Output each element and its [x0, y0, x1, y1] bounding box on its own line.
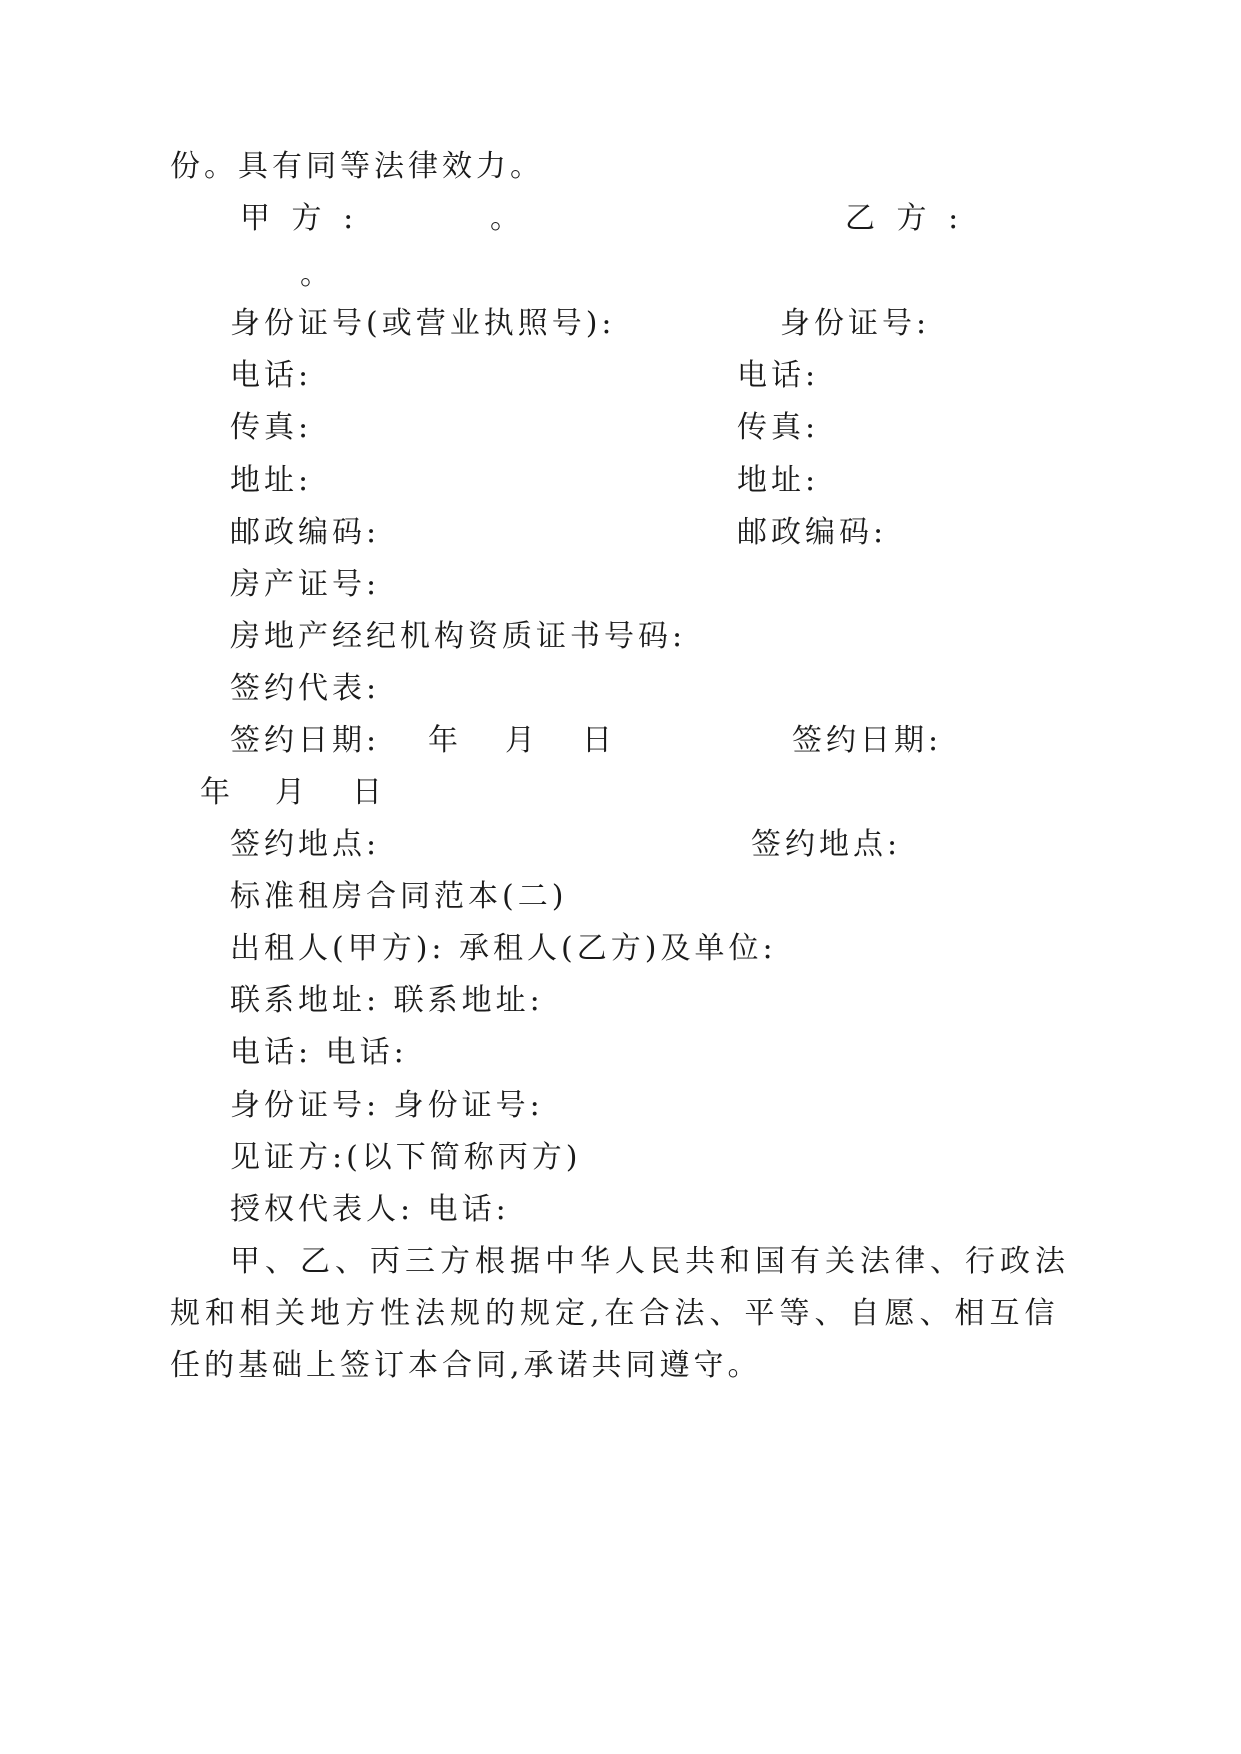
sign-date-label-a: 签约日期:: [230, 723, 381, 758]
authorized-rep-line: 授权代表人: 电话:: [230, 1192, 510, 1227]
paragraph-line-2: 规和相关地方性法规的规定,在合法、平等、自愿、相互信: [170, 1296, 1060, 1331]
sign-date-month-a: 月: [505, 723, 539, 758]
id-number-line: 身份证号: 身份证号:: [230, 1088, 544, 1123]
contract-template-title: 标准租房合同范本(二): [230, 879, 568, 914]
address-label-a: 地址:: [230, 463, 313, 498]
sign-date-year-b: 年: [200, 775, 234, 810]
id-number-label-a: 身份证号(或营业执照号):: [230, 306, 616, 341]
text-line-validity: 份。具有同等法律效力。: [170, 149, 544, 184]
paragraph-line-3: 任的基础上签订本合同,承诺共同遵守。: [170, 1348, 762, 1383]
witness-line: 见证方:(以下简称丙方): [230, 1140, 582, 1175]
party-a-period: 。: [490, 201, 524, 236]
property-cert-label: 房产证号:: [230, 567, 381, 602]
sign-place-label-b: 签约地点:: [751, 827, 902, 862]
lessor-lessee-line: 出租人(甲方): 承租人(乙方)及单位:: [230, 931, 777, 966]
agency-cert-label: 房地产经纪机构资质证书号码:: [230, 619, 687, 654]
sign-date-month-b: 月: [275, 775, 309, 810]
sign-place-label-a: 签约地点:: [230, 827, 381, 862]
paragraph-line-1: 甲、乙、丙三方根据中华人民共和国有关法律、行政法: [230, 1244, 1070, 1279]
address-label-b: 地址:: [737, 463, 820, 498]
party-b-label: 乙 方 :: [845, 201, 965, 236]
contact-address-line: 联系地址: 联系地址:: [230, 983, 544, 1018]
sign-date-day-a: 日: [582, 723, 616, 758]
sign-date-label-b: 签约日期:: [792, 723, 943, 758]
sign-representative-label: 签约代表:: [230, 671, 381, 706]
postal-code-label-a: 邮政编码:: [230, 515, 381, 550]
id-number-label-b: 身份证号:: [780, 306, 931, 341]
sign-date-day-b: 日: [352, 775, 386, 810]
party-b-period: 。: [300, 257, 334, 292]
phone-label-b: 电话:: [737, 358, 820, 393]
phone-label-a: 电话:: [230, 358, 313, 393]
postal-code-label-b: 邮政编码:: [737, 515, 888, 550]
fax-label-a: 传真:: [230, 410, 313, 445]
fax-label-b: 传真:: [737, 410, 820, 445]
phone-line: 电话: 电话:: [230, 1035, 408, 1070]
party-a-label: 甲 方 :: [240, 201, 360, 236]
sign-date-year-a: 年: [428, 723, 462, 758]
